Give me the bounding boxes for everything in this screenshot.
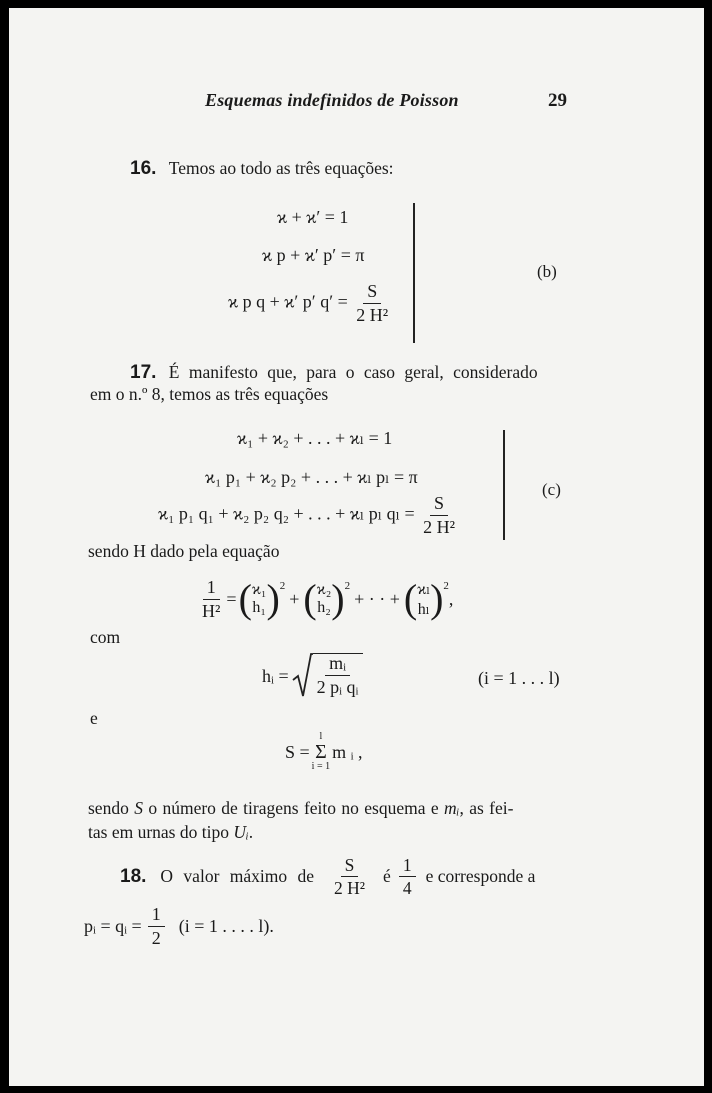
h-equation xyxy=(198,578,453,621)
section-number: 18. xyxy=(120,865,147,887)
equation-b3 xyxy=(228,282,392,325)
fraction xyxy=(330,856,369,898)
denominator: 2 xyxy=(151,927,161,948)
text: é xyxy=(383,866,391,887)
numerator: S xyxy=(363,282,381,304)
numerator: S xyxy=(430,494,448,516)
com-text: com xyxy=(90,627,121,647)
sigma-symbol: Σ xyxy=(315,741,327,763)
page-number: 29 xyxy=(548,90,567,111)
exponent: 2 xyxy=(279,580,286,592)
numerator: mᵢ xyxy=(325,654,350,676)
equation-lhs: ϰ₁ p₁ q₁ + ϰ₂ p₂ q₂ + . . . + ϰₗ pₗ qₗ = xyxy=(158,503,415,524)
numerator: 1 xyxy=(399,856,416,877)
equation-b1: ϰ + ϰ′ = 1 xyxy=(277,207,349,227)
scan-border-bottom xyxy=(0,1086,712,1093)
symbol: S xyxy=(134,798,143,818)
fraction xyxy=(399,856,416,898)
numerator: 1 xyxy=(148,905,165,927)
summation xyxy=(312,732,330,772)
equation-c3 xyxy=(158,494,459,537)
text: sendo xyxy=(88,798,129,818)
symbol: mᵢ xyxy=(444,798,460,818)
text: tas em urnas do tipo xyxy=(88,822,229,842)
equation-lhs: hᵢ = xyxy=(262,665,289,686)
section-text: Temos ao todo as três equações: xyxy=(168,158,394,178)
term-den: h₂ xyxy=(317,599,331,617)
final-line-2 xyxy=(88,822,253,843)
equation-c1: ϰ₁ + ϰ₂ + . . . + ϰₗ = 1 xyxy=(237,428,393,448)
scan-border-left xyxy=(0,0,9,1093)
system-brace xyxy=(503,430,505,540)
section-text: É manifesto que, para o caso geral, considerado xyxy=(168,362,538,382)
hi-range: (i = 1 . . . l) xyxy=(478,668,560,688)
final-line-1 xyxy=(88,798,513,819)
system-brace xyxy=(413,203,415,343)
fraction xyxy=(198,578,224,621)
paren-close: ) xyxy=(266,576,280,622)
term-num: ϰₗ xyxy=(417,581,431,599)
sendo-text: sendo H dado pela equação xyxy=(88,541,280,561)
term-num: ϰ₁ xyxy=(251,581,267,599)
text: O valor máximo de xyxy=(160,866,315,887)
comma: , xyxy=(448,588,454,609)
paren-close: ) xyxy=(430,576,444,622)
plus-sign: + xyxy=(289,588,300,609)
term-den: hₗ xyxy=(417,601,430,619)
scan-border-right xyxy=(704,0,712,1093)
fraction xyxy=(419,494,459,537)
fraction xyxy=(352,282,392,325)
paren-open: ( xyxy=(238,576,252,622)
exponent: 2 xyxy=(443,580,449,592)
equation-range: (i = 1 . . . . l). xyxy=(178,915,274,936)
section-number: 16. xyxy=(130,158,157,179)
text: , as fei- xyxy=(459,798,514,818)
symbol: Uᵢ xyxy=(233,822,249,842)
fraction xyxy=(148,905,165,948)
equation-lhs: S = xyxy=(285,741,310,762)
text: e corresponde a xyxy=(425,866,536,887)
term-num: ϰ₂ xyxy=(316,581,332,599)
text: . xyxy=(248,822,254,842)
hi-equation xyxy=(262,652,363,700)
term-1 xyxy=(252,581,267,617)
sum-lower: i = 1 xyxy=(311,761,331,772)
scan-border-top xyxy=(0,0,712,8)
equation-lhs: pᵢ = qᵢ = xyxy=(84,915,142,936)
section-18-equation xyxy=(84,905,274,948)
numerator: 1 xyxy=(203,578,220,600)
sum-upper: l xyxy=(319,731,323,742)
sum-term: m ᵢ , xyxy=(332,741,363,762)
equation-c2: ϰ₁ p₁ + ϰ₂ p₂ + . . . + ϰₗ pₗ = π xyxy=(205,467,418,487)
s-sum-equation xyxy=(285,732,363,772)
paren-close: ) xyxy=(331,576,345,622)
section-number: 17. xyxy=(130,362,157,383)
equation-tag-b: (b) xyxy=(537,262,557,281)
e-text: e xyxy=(90,708,98,728)
running-header: Esquemas indefinidos de Poisson xyxy=(205,90,459,110)
denominator: H² xyxy=(202,600,221,621)
plus-dots: + · · + xyxy=(354,588,400,609)
text: o número de tiragens feito no esquema e xyxy=(148,798,439,818)
section-16-intro xyxy=(130,158,394,180)
equation-lhs: ϰ p q + ϰ′ p′ q′ = xyxy=(228,291,348,312)
denominator: 4 xyxy=(402,878,412,899)
term-2 xyxy=(317,581,332,617)
fraction xyxy=(313,653,363,697)
equation-tag-c: (c) xyxy=(542,480,561,499)
section-18-line xyxy=(120,856,535,898)
equals-sign: = xyxy=(226,588,237,609)
exponent: 2 xyxy=(344,580,351,592)
denominator: 2 H² xyxy=(423,516,456,537)
term-den: h₁ xyxy=(252,599,266,617)
paren-open: ( xyxy=(403,576,418,622)
denominator: 2 H² xyxy=(356,304,389,325)
term-3 xyxy=(417,579,430,619)
sqrt-icon xyxy=(291,652,313,700)
numerator: S xyxy=(341,856,359,877)
paren-open: ( xyxy=(303,576,317,622)
denominator: 2 H² xyxy=(334,878,366,899)
section-17-line2: em o n.º 8, temos as três equações xyxy=(90,384,329,404)
denominator: 2 pᵢ qᵢ xyxy=(316,677,359,697)
section-17-line1 xyxy=(130,362,538,384)
equation-b2: ϰ p + ϰ′ p′ = π xyxy=(262,245,365,265)
